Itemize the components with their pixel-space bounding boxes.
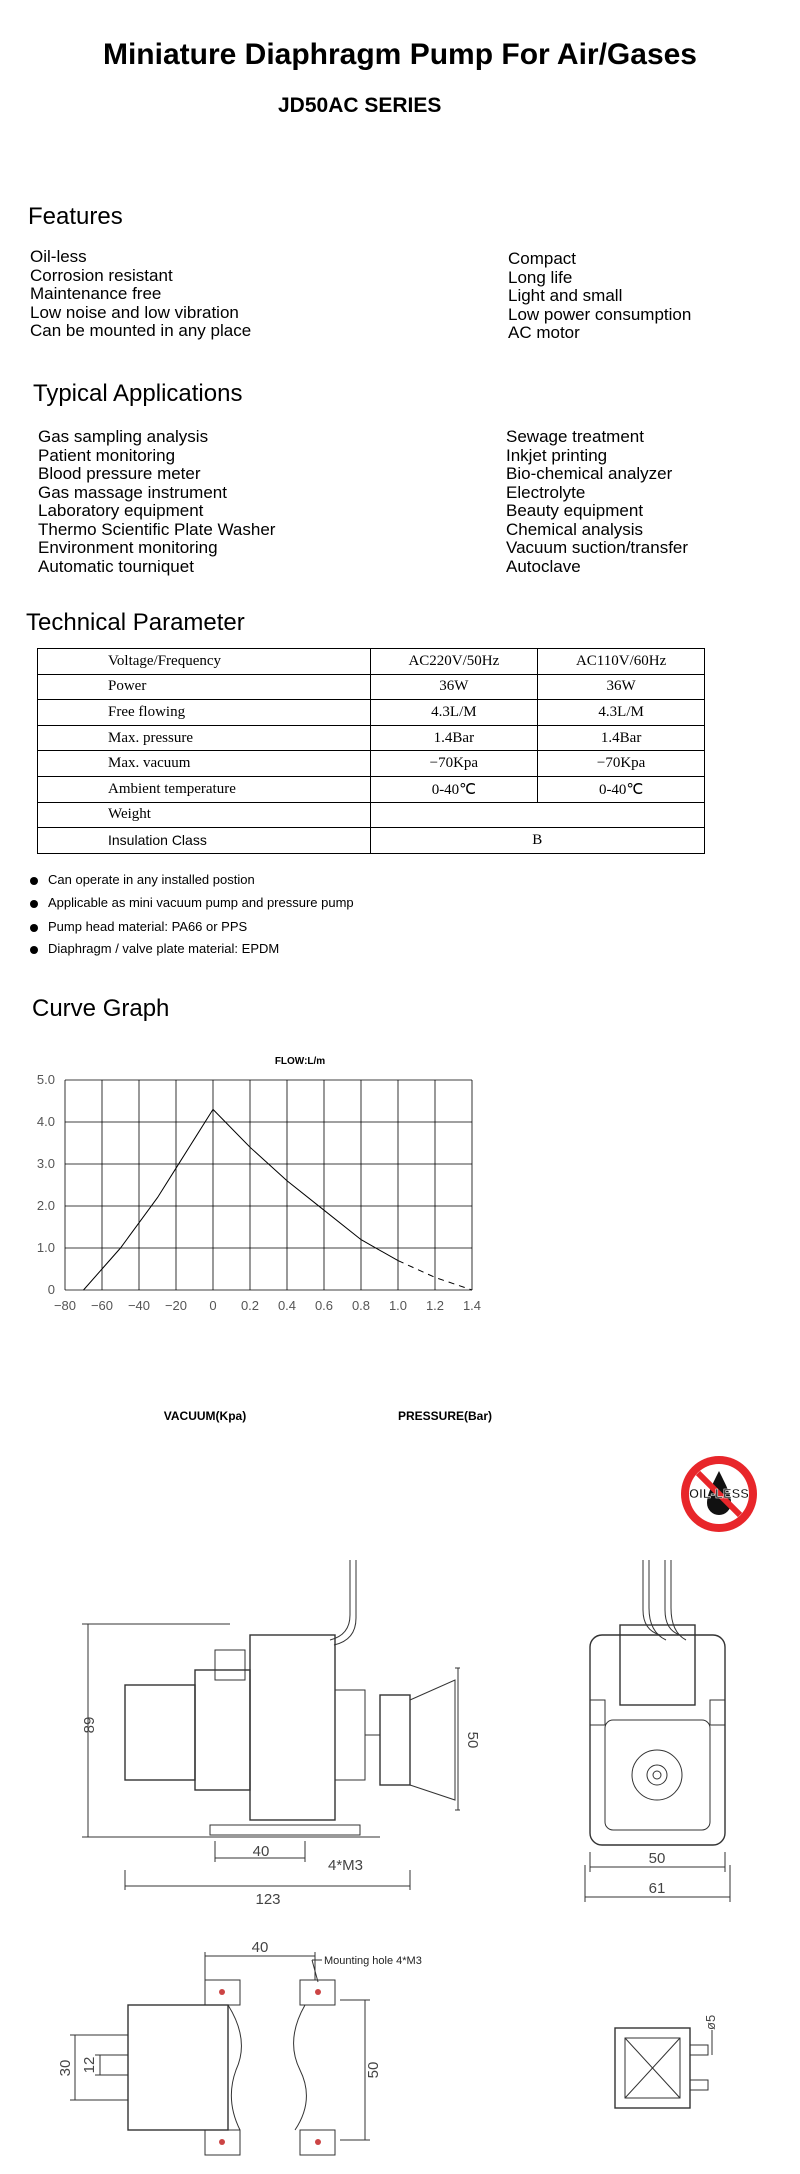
mounting-hole-marker	[315, 1989, 321, 1995]
x-tick-label: −60	[90, 1298, 114, 1313]
x-tick-label: 1.0	[388, 1298, 408, 1313]
table-cell: −70Kpa	[538, 751, 705, 777]
x-axis-ticks	[54, 1298, 481, 1313]
dim-motor-dia: 50	[464, 1731, 481, 1749]
list-item: Beauty equipment	[506, 501, 644, 520]
table-cell: 4.3L/M	[538, 700, 705, 726]
list-item: Thermo Scientific Plate Washer	[38, 519, 276, 539]
list-item: Chemical analysis	[506, 519, 643, 539]
note-item: Applicable as mini vacuum pump and pressure pump	[30, 895, 354, 910]
list-item: Inkjet printing	[506, 445, 608, 465]
x-axis-label-pressure: PRESSURE(Bar)	[397, 1409, 493, 1423]
series-subtitle: JD50AC SERIES	[278, 94, 442, 117]
table-row	[38, 802, 705, 828]
dim-side-span: 40	[252, 1843, 270, 1860]
table-cell: AC110V/60Hz	[538, 649, 705, 675]
x-tick-label: 0.4	[277, 1298, 297, 1313]
spec-table	[37, 648, 705, 854]
x-tick-label: −20	[164, 1298, 188, 1313]
table-cell: Insulation Class	[38, 828, 371, 854]
list-item: Laboratory equipment	[38, 501, 204, 520]
dim-bottom-span: 40	[251, 1939, 269, 1956]
y-tick-label: 4.0	[36, 1114, 55, 1129]
dim-side-mount: 4*M3	[328, 1857, 364, 1874]
dim-side-height: 89	[81, 1716, 98, 1734]
x-tick-label: 1.2	[425, 1298, 445, 1313]
dim-port-dia: ø5	[703, 2014, 718, 2030]
applications-left-list	[38, 428, 275, 576]
list-item: Environment monitoring	[38, 538, 218, 557]
y-tick-label: 1.0	[36, 1240, 55, 1255]
technical-heading: Technical Parameter	[26, 609, 245, 636]
y-tick-label: 5.0	[36, 1072, 55, 1087]
x-tick-label: −80	[53, 1298, 77, 1313]
features-left-list	[30, 248, 251, 341]
list-item: Long life	[508, 267, 573, 287]
table-row	[38, 725, 705, 751]
list-item: Autoclave	[506, 556, 581, 576]
list-item: Gas sampling analysis	[38, 427, 209, 446]
applications-heading: Typical Applications	[33, 380, 243, 407]
note-item: Can operate in any installed postion	[30, 872, 255, 887]
mounting-hole-marker	[219, 1989, 225, 1995]
list-item: Patient monitoring	[38, 445, 176, 465]
note-item: Diaphragm / valve plate material: EPDM	[30, 941, 279, 956]
table-row	[38, 828, 705, 854]
dim-bottom-h1: 30	[57, 2059, 74, 2077]
features-right-list	[508, 250, 691, 343]
mounting-hole-marker	[315, 2139, 321, 2145]
table-cell: Weight	[38, 802, 371, 828]
features-heading: Features	[28, 203, 123, 230]
x-tick-label: 0.8	[351, 1298, 371, 1313]
dim-side-length: 123	[255, 1891, 281, 1908]
x-tick-label: 1.4	[462, 1298, 482, 1313]
list-item: Compact	[508, 249, 577, 268]
table-cell: −70Kpa	[370, 751, 538, 777]
table-cell: 1.4Bar	[538, 725, 705, 751]
table-cell	[370, 802, 705, 828]
table-cell: 4.3L/M	[370, 700, 538, 726]
curve-heading: Curve Graph	[32, 995, 170, 1022]
x-tick-label: 0	[209, 1298, 217, 1313]
table-cell: Power	[38, 674, 371, 700]
bullet-icon	[30, 924, 38, 932]
list-item: Bio-chemical analyzer	[506, 464, 673, 483]
bullet-icon	[30, 877, 38, 885]
note-item: Pump head material: PA66 or PPS	[30, 919, 247, 934]
mounting-hole-label: Mounting hole 4*M3	[324, 1955, 422, 1967]
table-cell: 36W	[538, 674, 705, 700]
oil-less-badge	[678, 1453, 760, 1535]
table-row	[38, 649, 705, 675]
page-title: Miniature Diaphragm Pump For Air/Gases	[102, 38, 697, 71]
table-cell: 0-40℃	[538, 776, 705, 802]
list-item: Blood pressure meter	[38, 464, 201, 483]
table-cell: 1.4Bar	[370, 725, 538, 751]
list-item: Oil-less	[30, 247, 87, 266]
y-axis-ticks	[37, 1072, 55, 1297]
dim-bottom-height: 50	[365, 2061, 382, 2079]
dim-front-inner: 50	[648, 1850, 666, 1867]
list-item: Low noise and low vibration	[30, 302, 239, 322]
curve-chart	[0, 1040, 800, 1440]
y-tick-label: 2.0	[36, 1198, 55, 1213]
pressure-series-line	[213, 1109, 398, 1260]
x-tick-label: −40	[127, 1298, 151, 1313]
list-item: Light and small	[508, 286, 623, 305]
side-view-drawing	[82, 1560, 460, 1890]
applications-right-list	[506, 428, 688, 576]
dimension-drawings	[0, 1540, 800, 2174]
table-cell: 36W	[370, 674, 538, 700]
list-item: Gas massage instrument	[38, 482, 227, 502]
list-item: Electrolyte	[506, 482, 586, 502]
dim-bottom-h2: 12	[81, 2056, 98, 2074]
x-axis-label-vacuum: VACUUM(Kpa)	[163, 1409, 247, 1423]
bullet-icon	[30, 946, 38, 954]
list-item: Automatic tourniquet	[38, 556, 194, 576]
list-item: Can be mounted in any place	[30, 321, 252, 340]
table-cell: Free flowing	[38, 700, 371, 726]
table-row	[38, 674, 705, 700]
bullet-icon	[30, 900, 38, 908]
table-cell: AC220V/50Hz	[370, 649, 538, 675]
table-cell: 0-40℃	[370, 776, 538, 802]
x-tick-label: 0.2	[240, 1298, 260, 1313]
table-cell: B	[370, 828, 705, 854]
port-view-drawing	[615, 2028, 712, 2108]
bottom-view-drawing	[70, 1952, 370, 2155]
table-cell: Max. vacuum	[38, 751, 371, 777]
vacuum-series-line	[84, 1109, 214, 1290]
dim-front-outer: 61	[648, 1880, 666, 1897]
table-cell: Voltage/Frequency	[38, 649, 371, 675]
y-tick-label: 3.0	[36, 1156, 55, 1171]
list-item: Low power consumption	[508, 304, 692, 324]
list-item: Corrosion resistant	[30, 265, 173, 285]
table-cell: Max. pressure	[38, 725, 371, 751]
table-row	[38, 700, 705, 726]
y-tick-label: 0	[47, 1282, 55, 1297]
chart-title: FLOW:L/m	[274, 1056, 326, 1067]
x-tick-label: 0.6	[314, 1298, 334, 1313]
badge-label: OIL-LESS	[689, 1486, 749, 1501]
list-item: AC motor	[508, 323, 580, 342]
table-row	[38, 751, 705, 777]
list-item: Vacuum suction/transfer	[506, 538, 689, 557]
chart-grid	[65, 1080, 472, 1290]
table-cell: Ambient temperature	[38, 776, 371, 802]
list-item: Sewage treatment	[506, 427, 644, 446]
list-item: Maintenance free	[30, 284, 162, 303]
table-row	[38, 776, 705, 802]
mounting-hole-marker	[219, 2139, 225, 2145]
